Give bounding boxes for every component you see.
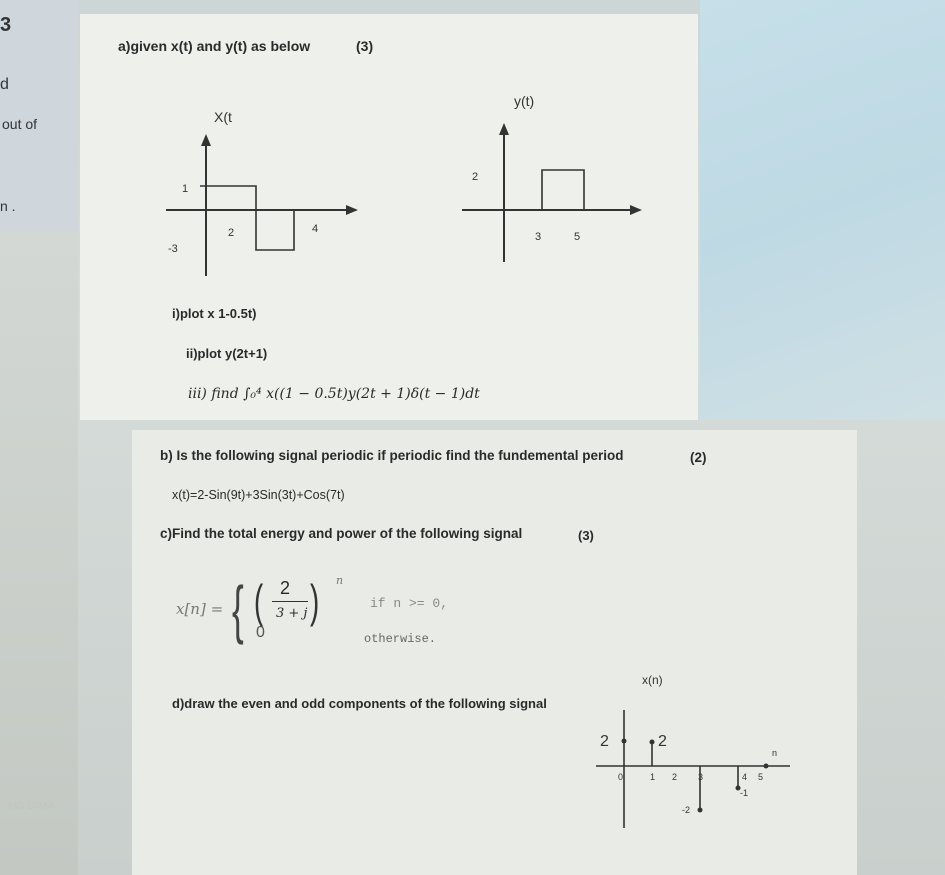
background-screen-area [700, 0, 945, 420]
part-c-marks: (3) [578, 528, 594, 543]
xn-stem-plot [590, 670, 810, 830]
sidebar-lower-area [0, 232, 78, 875]
equation-lhs: x[n] = [176, 600, 224, 618]
y-plot-y-arrow-icon [499, 123, 509, 135]
part-c-question: c)Find the total energy and power of the following signal [160, 526, 523, 541]
y-plot-tick-three: 3 [535, 231, 542, 243]
equation-condition-1: if n >= 0, [370, 596, 449, 611]
xn-n-label: n [772, 748, 778, 758]
y-plot-pulse [542, 170, 584, 210]
xn-value-neg-one: -1 [740, 788, 749, 798]
equation-brace: { [232, 573, 244, 645]
sidebar-question-number: 3 [0, 14, 12, 36]
part-a-marks: (3) [356, 38, 374, 54]
equation-right-paren: ) [310, 575, 320, 627]
watermark: MS DIMA [8, 800, 56, 812]
y-plot-tick-two: 2 [472, 171, 479, 183]
x-plot-label: X(t [214, 109, 232, 125]
xn-value-left-two: 2 [600, 733, 609, 750]
xn-tick-0: 0 [618, 772, 624, 782]
xn-value-right-two: 2 [658, 733, 667, 750]
x-plot-y-arrow-icon [201, 134, 211, 146]
equation-zero: 0 [256, 624, 265, 641]
part-b-marks: (2) [690, 450, 707, 465]
xn-tick-3: 3 [698, 772, 704, 782]
equation-fraction-bar [272, 601, 308, 602]
xn-sample-n5 [764, 764, 769, 769]
xn-sample-n3 [698, 808, 703, 813]
equation-left-paren: ( [254, 575, 264, 627]
xn-sample-n1 [650, 740, 655, 745]
y-plot-label: y(t) [514, 93, 535, 109]
part-d-question: d)draw the even and odd components of the following signal [172, 696, 547, 711]
x-plot-tick-four: 4 [312, 223, 319, 235]
xn-sample-n0 [622, 739, 627, 744]
xn-tick-2: 2 [672, 772, 678, 782]
equation-condition-2: otherwise. [364, 632, 437, 646]
x-plot-tick-neg-three: -3 [168, 243, 178, 255]
part-a-item-2: ii)plot y(2t+1) [186, 346, 268, 361]
sidebar-letter: d [0, 76, 9, 93]
sidebar-snippet: n . [0, 198, 16, 214]
part-a-item-1: i)plot x 1-0.5t) [172, 306, 257, 321]
xn-tick-5: 5 [758, 772, 764, 782]
x-plot-tick-one: 1 [182, 183, 189, 195]
x-plot-negative-pulse [256, 210, 294, 250]
equation-exponent: n [336, 574, 344, 587]
y-plot-x-arrow-icon [630, 205, 642, 215]
xn-tick-1: 1 [650, 772, 656, 782]
xn-value-neg-two: -2 [682, 805, 691, 815]
sidebar-out-of-label: out of [2, 116, 38, 132]
sidebar-panel [0, 0, 78, 232]
x-signal-plot [160, 100, 380, 280]
part-b-question: b) Is the following signal periodic if periodic find the fundemental period [160, 448, 624, 463]
part-a-item-3: iii) find ∫₀⁴ x((1 − 0.5t)y(2t + 1)δ(t − 1)dt [188, 386, 480, 402]
equation-frac-num: 2 [280, 578, 291, 598]
equation-frac-den: 3 + j [276, 606, 308, 621]
y-plot-tick-five: 5 [574, 231, 581, 243]
xn-tick-4: 4 [742, 772, 748, 782]
part-a-heading: a)given x(t) and y(t) as below [118, 38, 311, 54]
y-signal-plot [460, 90, 650, 270]
part-b-signal: x(t)=2-Sin(9t)+3Sin(3t)+Cos(7t) [172, 488, 345, 502]
x-plot-positive-pulse [200, 186, 256, 210]
x-plot-x-arrow-icon [346, 205, 358, 215]
x-plot-tick-two: 2 [228, 227, 235, 239]
xn-plot-label: x(n) [642, 673, 663, 687]
